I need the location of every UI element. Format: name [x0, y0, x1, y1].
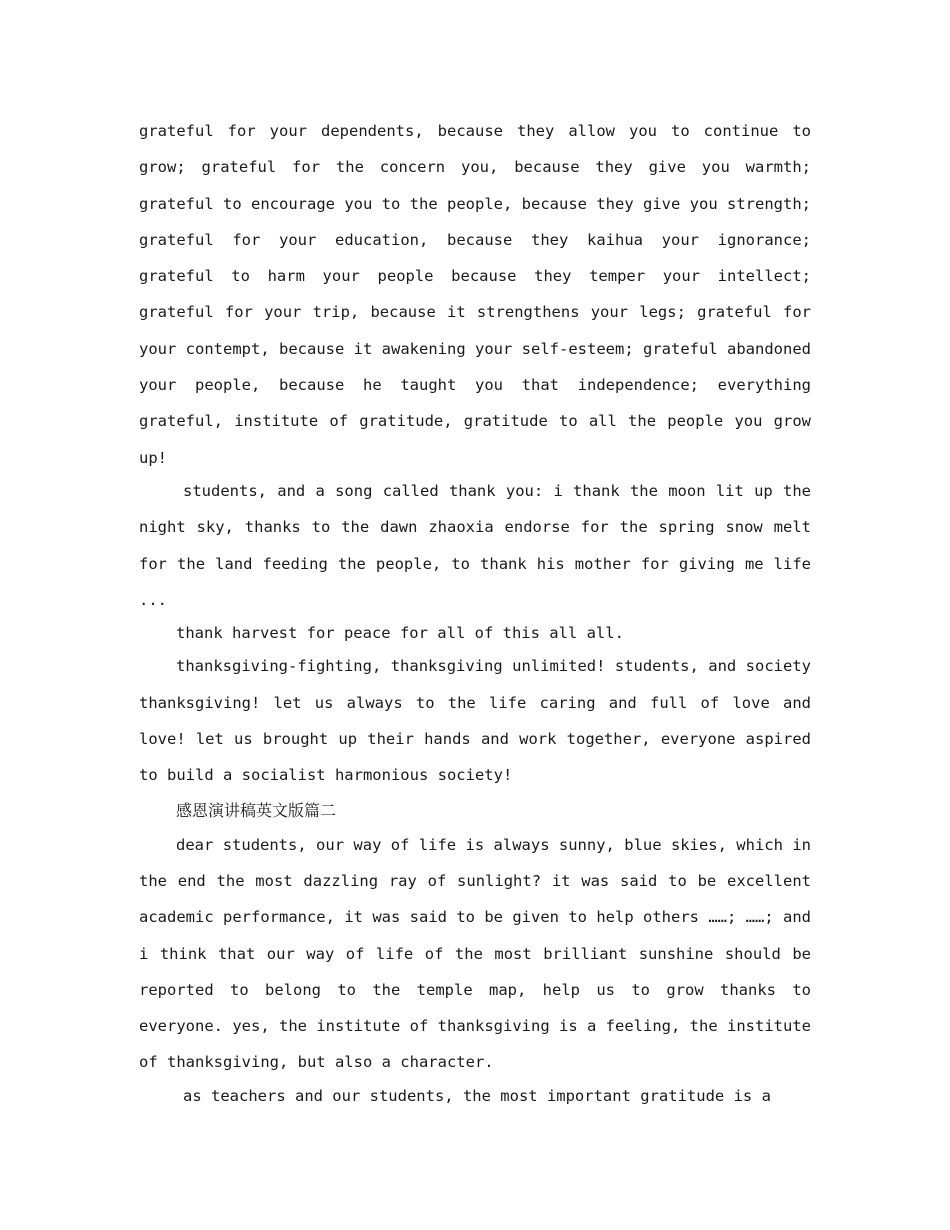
paragraph-teachers-students: as teachers and our students, the most important gratitude is a: [183, 1086, 771, 1105]
paragraph-thank-you-song: students, and a song called thank you: i thank the moon lit up the night sky, thanks to the dawn zhaoxia endorse for the spring snow melt for the land feeding the people, to thank his mother for giving me life ...: [139, 481, 811, 609]
section-heading: 感恩演讲稿英文版篇二: [176, 800, 337, 820]
paragraph-thank-harvest: thank harvest for peace for all of this all all.: [176, 624, 624, 643]
document-body: [139, 113, 811, 1114]
paragraph-gratitude-list: grateful for your dependents, because they allow you to continue to grow; grateful for the concern you, because they give you warmth; grateful to encourage you to the people, because they give you strength; grateful for your education, because they kaihua your ignorance; grateful to harm your people because they temper your intellect; grateful for your trip, because it strengthens your legs; grateful for your contempt, because it awakening your self-esteem; grateful abandoned your people, because he taught you that independence; everything grateful, institute of gratitude, gratitude to all the people you grow up!: [139, 122, 811, 467]
paragraph-dear-students: dear students, our way of life is always sunny, blue skies, which in the end the most dazzling ray of sunlight? it was said to be excellent academic performance, it was said to be given to help others ……; ……; and i think that our way of life of the most brilliant sunshine should be reported to belong to the temple map, help us to grow thanks to everyone. yes, the institute of thanksgiving is a feeling, the institute of thanksgiving, but also a character.: [139, 835, 811, 1072]
paragraph-thanksgiving-society: thanksgiving-fighting, thanksgiving unlimited! students, and society thanksgiving! let us always to the life caring and full of love and love! let us brought up their hands and work together, everyone aspired to build a socialist harmonious society!: [139, 657, 811, 785]
